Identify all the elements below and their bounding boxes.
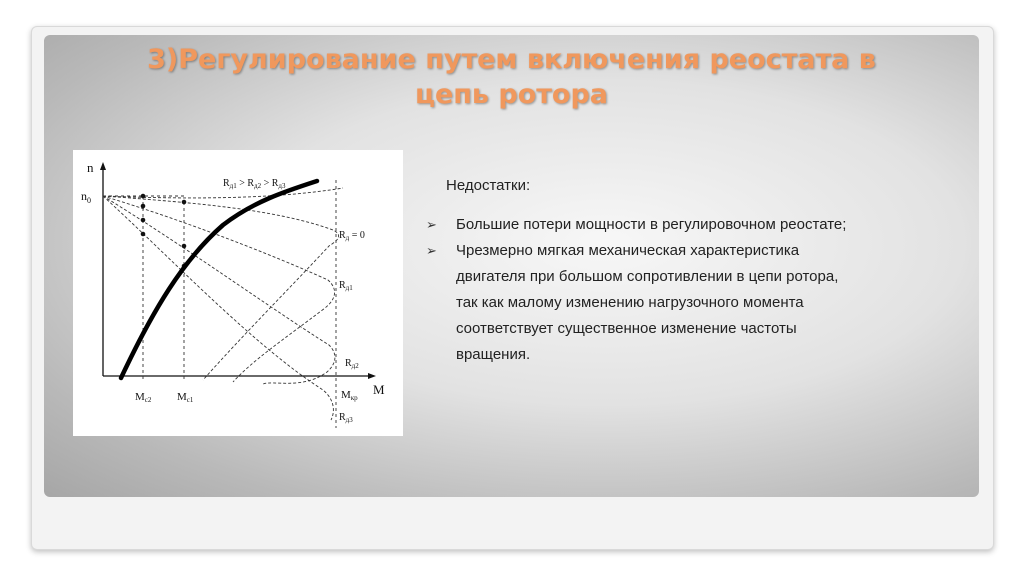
list-item-line: Большие потери мощности в регулировочном реостате; [456,216,847,233]
point [141,232,146,237]
label-rd2: $R_{д2}$ [345,358,359,370]
label-rd3: $R_{д3}$ [339,412,353,424]
load-characteristic [121,181,317,378]
disadvantages-list [426,212,946,368]
n0-label: $n_0$ [81,189,91,205]
curve-rd0 [103,196,339,380]
list-item-line: вращения. [456,346,531,363]
characteristics-diagram [73,150,403,436]
point [141,204,146,209]
characteristics-figure [73,150,403,436]
m-axis-label: M [373,382,385,397]
n-axis-arrow [100,162,106,170]
label-rd0: $R_д = 0$ [339,230,365,242]
point [141,194,146,199]
title-line-1: 3)Регулирование путем включения реостата в [147,44,876,75]
list-item-line: соответствует существенное изменение частоты [456,320,797,337]
point [182,200,187,205]
arrow-bullet-icon: ➢ [426,243,437,258]
disadvantages-block [426,176,946,368]
label-mc1: Mc1 [177,391,194,404]
label-mkr: Mкр [341,389,358,402]
point [182,244,187,249]
disadvantages-heading: Недостатки: [446,177,531,194]
arrow-bullet-icon: ➢ [426,217,437,232]
list-item-line: двигателя при большом сопротивлении в цепи ротора, [456,268,839,285]
resistance-order-label: $R_{д1} > R_{д2} > R_{д3}$ [223,178,286,190]
title-line-2: цепь ротора [414,79,609,110]
n-axis-label: n [87,160,94,175]
m-axis-arrow [368,373,376,379]
label-rd1: $R_{д1}$ [339,280,353,292]
list-item [426,212,946,238]
curve-rd2 [103,196,335,384]
point [141,218,146,223]
list-item [426,238,946,368]
list-item-line: так как малому изменению нагрузочного момента [456,294,804,311]
list-item-line: Чрезмерно мягкая механическая характеристика [456,242,800,259]
label-mc2: Mc2 [135,391,152,404]
curve-rd1 [103,196,335,382]
slide-title [44,42,979,112]
